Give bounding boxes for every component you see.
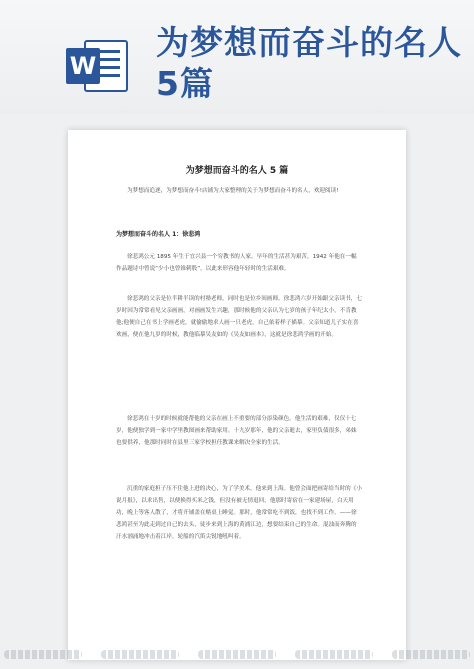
watermark-mark — [295, 650, 373, 659]
watermark-mark — [101, 650, 179, 659]
intro-paragraph: 为梦想而追逐，为梦想而奋斗!店铺为大家整理的关于为梦想而奋斗的名人，欢迎阅读! — [127, 188, 339, 194]
document-page — [68, 130, 406, 660]
watermark-mark — [4, 650, 82, 659]
section-heading: 为梦想而奋斗的名人 1：徐悲鸿 — [116, 231, 201, 238]
document-title: 为梦想而奋斗的名人 5 篇 — [185, 166, 289, 176]
body-paragraph: 徐悲鸿的父亲是位半耕半读的村塾老师，同时也是位乡间画师。徐悲鸿六岁开始跟父亲读书，七岁时因为常常看见父亲画画，对画画发生兴趣，那时候他的父亲认为七岁的孩子年纪太小，不肯教他;他便自己在书上学画老虎，就偷偷地求人画一只老虎，自己依着样子描摹。父亲知道儿子实在喜欢画，便在他九岁的时候，教他临摹吴友如的《吴友如画本》，这就是徐悲鸿学画的开始。 — [116, 296, 362, 338]
cover-headline: 为梦想而奋斗的名人5篇 — [156, 23, 462, 103]
body-paragraph: 徐悲鸿公元 1895 年生于宜兴县一个穷教书的人家。早年的生活甚为艰苦，1942 年他在一幅作品题诗中曾说“少小也曾锥刺股”，以此来形容他年轻时的生活艰难。 — [116, 254, 357, 272]
watermark-strip — [4, 643, 470, 665]
body-paragraph: 徐悲鸿在十岁的时候就能帮他的父亲在画上不重要的部分添染颜色。他生活的艰难，仅仅十七岁，他便独学到一家中学里教图画来帮助家用。十九岁那年，他的父亲逝去，家里负债很多，弟妹也要供养，他那时同时在县里三家学校担任教课来解决全家的生活。 — [116, 416, 357, 446]
watermark-mark — [392, 650, 470, 659]
body-paragraph: 沉重的家庭担子压不住他上进的决心，为了学美术，他来到上海。他曾会面把画寄给当时的《小说月报》，以求出售，以便换得买米之钱，但没有被无情退回。他那时寄宿在一家建场屋，白天用功，晚上等客人散了，才将开铺盖在赌桌上睡觉。那时，他常常吃不到饭，也找不到工作，——徐悲鸿甚至为此走到过自己的去头，徒步来到上海的黄浦江边，想要结束自己的生命。混浊而奔腾的汗水汹涌地冲击着江岸，轮船的汽笛尖锐地吼叫着。 — [116, 486, 362, 540]
cover-banner — [0, 0, 474, 115]
word-document-icon — [62, 36, 132, 96]
watermark-mark — [198, 650, 276, 659]
word-badge: W — [66, 48, 100, 84]
